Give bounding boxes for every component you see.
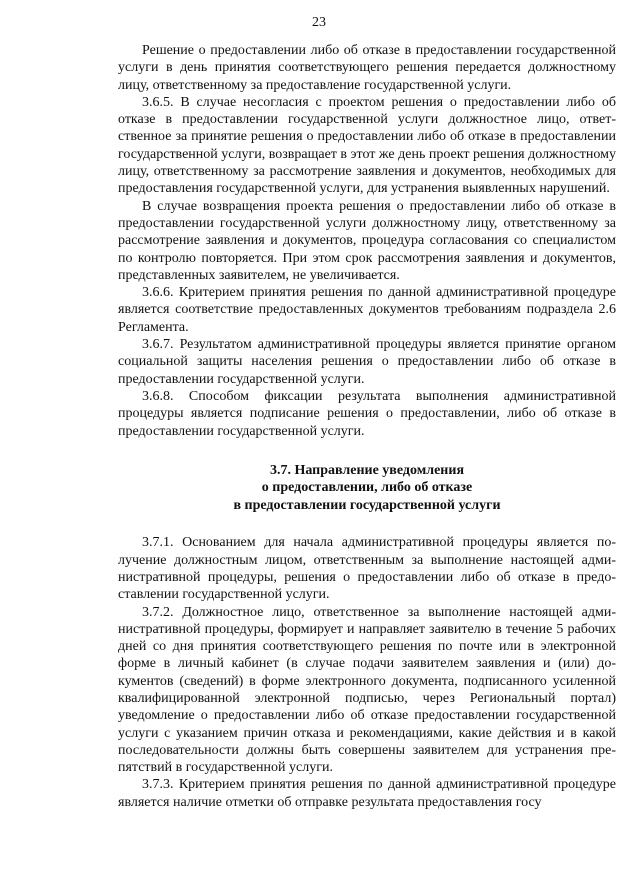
section-heading [118, 462, 616, 515]
paragraph: Решение о предоставлении либо об отказе в предоставлении государственной услуги в день принятия соответствующего решения передается должностному лицу, ответственному за предоставление государственной услуги. [118, 43, 616, 93]
paragraph: 3.6.7. Результатом административной процедуры является принятие органом социальной защиты населения решения о предоставлении либо об отказе в предоставлении государственной услуги. [118, 337, 616, 387]
paragraph: 3.7.2. Должностное лицо, ответственное за выполнение настоящей административной процедуры, формирует и направляет заявителю в течение 5 рабочих дней со дня принятия соответствующего решения по почте или в электронной форме в личный кабинет (в случае подачи заявителем заявления и (или) документов (сведений) в форме электронного документа, подписанного усиленной квалифицированной электронной подписью, через Региональный портал) уведомление о предоставлении либо об отказе предоставлении государственной услуги с указанием причин отказа и рекомендациями, какие действия и в какой последовательности должны быть совершены заявителем для устранения препятствий в государственной услуги. [118, 604, 616, 776]
heading-line: о предоставлении, либо об отказе [261, 480, 473, 496]
paragraph: 3.6.6. Критерием принятия решения по данной административной процедуре является соответствие предоставленных документов требованиям подраздела 2.6 Регламента. [118, 285, 616, 335]
heading-line: в предоставлении государственной услуги [233, 497, 501, 513]
paragraph: 3.7.1. Основанием для начала административной процедуры является получение должностным лицом, ответственным за выполнение настоящей административной процедуры, решения о предоставлении либо об отказе в предоставлении государственной услуги. [118, 535, 616, 603]
paragraph: 3.6.5. В случае несогласия с проектом решения о предоставлении либо об отказе в предоставлении государственной услуги должностное лицо, ответственное за принятие решения о предоставлении либо об отказе в предоставлении государственной услуги, возвращает в этот же день проект решения должностному лицу, ответственному за рассмотрение заявления и документов, необходимых для предоставления государственной услуги, для устранения выявленных нарушений. [118, 94, 616, 197]
heading-line: 3.7. Направление уведомления [269, 462, 465, 478]
paragraph: 3.6.8. Способом фиксации результата выполнения административной процедуры является подписание решения о предоставлении, либо об отказе в предоставлении государственной услуги. [118, 388, 616, 439]
paragraph: 3.7.3. Критерием принятия решения по данной административной процедуре является наличие отметки об отправке результата предоставления госу [118, 777, 616, 810]
paragraph: В случае возвращения проекта решения о предоставлении либо об отказе в предоставлении государственной услуги должностному лицу, ответственному за рассмотрение заявления и документов, процедура согласования со специалистом по контролю повторяется. При этом срок рассмотрения заявления и документов, представленных заявителем, не увеличивается. [118, 198, 616, 283]
page-number: 23 [312, 15, 326, 30]
